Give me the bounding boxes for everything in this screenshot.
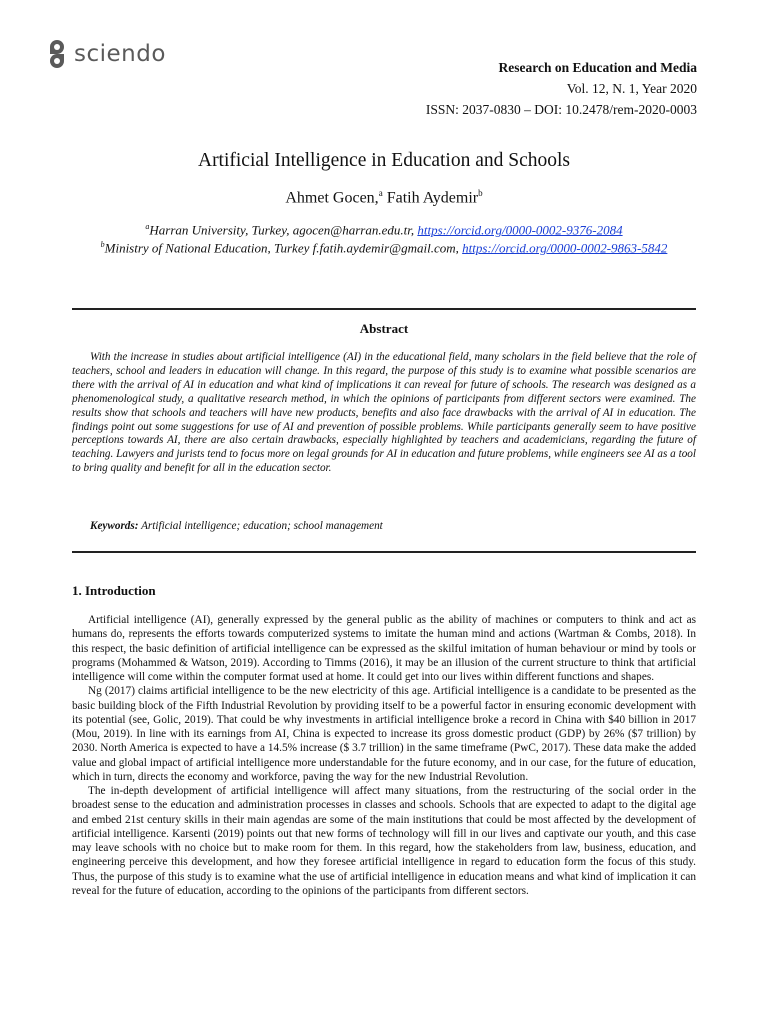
journal-volume: Vol. 12, N. 1, Year 2020 bbox=[566, 81, 697, 96]
affiliation-marker: b bbox=[478, 188, 483, 198]
logo-text: sciendo bbox=[74, 41, 166, 67]
orcid-link[interactable]: https://orcid.org/0000-0002-9376-2084 bbox=[417, 222, 623, 238]
body-paragraph: Artificial intelligence (AI), generally expressed by the general public as the ability of machines or computers to think and act as humans do, represents the efforts towards computerized systems to imitate the human mind and actions (Wartman & Combs, 2018). In this respect, the basic definition of artificial intelligence can be expressed as the skilful imitation of human behaviour or mind by tools or programs (Mohammed & Watson, 2019). According to Timms (2016), it may be an illusion of the current structure to think that artificial intelligence will come within the computer format used at home. It could get into our lives within different functions and shapes. bbox=[72, 614, 696, 683]
journal-issn: ISSN: 2037-0830 – DOI: 10.2478/rem-2020-0003 bbox=[425, 102, 697, 117]
body-paragraph: The in-depth development of artificial intelligence will affect many situations, from the restructuring of the social order in the broadest sense to the education and administration processes in classes and schools. Schools that are expected to adapt to the digital age and embed 21st century skills in their main agendas are some of the main institutions that could be most affected by the development of artificial intelligence. Karsenti (2019) points out that new forms of technology will fill in our lives and captivate our youth, and this case may leave schools with no choice but to make room for them. In this regard, how the stakeholders from law, business, education, and engineering perceive this development, and how they foresee artificial intelligence in regard to education form the focus of this study. Thus, the purpose of this study is to examine what the use of artificial intelligence in education means and what kind of implication it can reveal for the future of education, according to the opinions of the participants from different sectors. bbox=[72, 785, 696, 897]
affiliation-marker: b bbox=[100, 240, 105, 249]
keywords-list: Artificial intelligence; education; school management bbox=[138, 520, 383, 532]
affiliation-text: Harran University, Turkey, agocen@harran.edu.tr, bbox=[149, 222, 418, 238]
keywords bbox=[90, 520, 383, 532]
affiliation-1 bbox=[0, 222, 768, 238]
affiliation-2 bbox=[0, 240, 768, 256]
author-name: Fatih Aydemir bbox=[382, 189, 479, 207]
sciendo-logo-icon bbox=[46, 39, 68, 69]
author-list bbox=[0, 188, 768, 207]
publisher-logo bbox=[46, 37, 166, 71]
abstract-heading: Abstract bbox=[359, 321, 409, 336]
affiliation-marker: a bbox=[378, 188, 383, 198]
orcid-link[interactable]: https://orcid.org/0000-0002-9863-5842 bbox=[462, 240, 668, 256]
journal-name: Research on Education and Media bbox=[498, 60, 697, 75]
paper-title: Artificial Intelligence in Education and Schools bbox=[197, 150, 570, 171]
affiliation-marker: a bbox=[145, 222, 150, 231]
journal-info bbox=[426, 57, 697, 120]
section-heading: 1. Introduction bbox=[72, 583, 156, 598]
abstract-text: With the increase in studies about artificial intelligence (AI) in the educational field, many scholars in the field believe that the role of teachers, school and leaders in education will change. In this regard, the purpose of this study is to examine what possible scenarios are there with the arrival of AI in education and what kind of implications it can reveal for future of schools. The research was designed as a phenomenological study, a qualitative research method, in which the opinions of participants from different sectors were examined. The results show that schools and teachers will have new products, benefits and also face drawbacks with the arrival of AI in education. The findings point out some suggestions for use of AI and prevention of possible problems. While participants generally seem to have positive perceptions towards AI, there are also certain drawbacks, especially highlighted by teachers and academicians, regarding the future of teaching. Lawyers and jurists tend to focus more on legal grounds for AI in education and future problems, while engineers see AI as a tool to bring quality and benefit for all in the education sector. bbox=[72, 351, 696, 475]
section-body bbox=[72, 613, 696, 898]
author-name: Ahmet Gocen, bbox=[285, 189, 379, 207]
keywords-label: Keywords: bbox=[90, 520, 139, 532]
body-paragraph: Ng (2017) claims artificial intelligence to be the new electricity of this age. Artificial intelligence is a candidate to be presented as the basic building block of the Fifth Industrial Revolution by providing itself to be a powerful factor in ensuring economic development with its potential (see, Golic, 2019). That could be why investments in artificial intelligence broke a record in China with $40 billion in 2017 (Mou, 2019). In line with its earnings from AI, China is expected to increase its gross domestic product (GDP) by 26% ($7 trillion) by 2030. North America is expected to have a 14.5% increase ($ 3.7 trillion) in the same timeframe (PwC, 2017). These data make the added value and global impact of artificial intelligence more understandable for the future economy, and in our case, for the future of education, which in turn, directs the economy and workforce, paving the way for the new Industrial Revolution. bbox=[72, 685, 696, 783]
divider bbox=[72, 551, 696, 553]
affiliation-text: Ministry of National Education, Turkey f.fatih.aydemir@gmail.com, bbox=[104, 240, 463, 256]
divider bbox=[72, 308, 696, 310]
